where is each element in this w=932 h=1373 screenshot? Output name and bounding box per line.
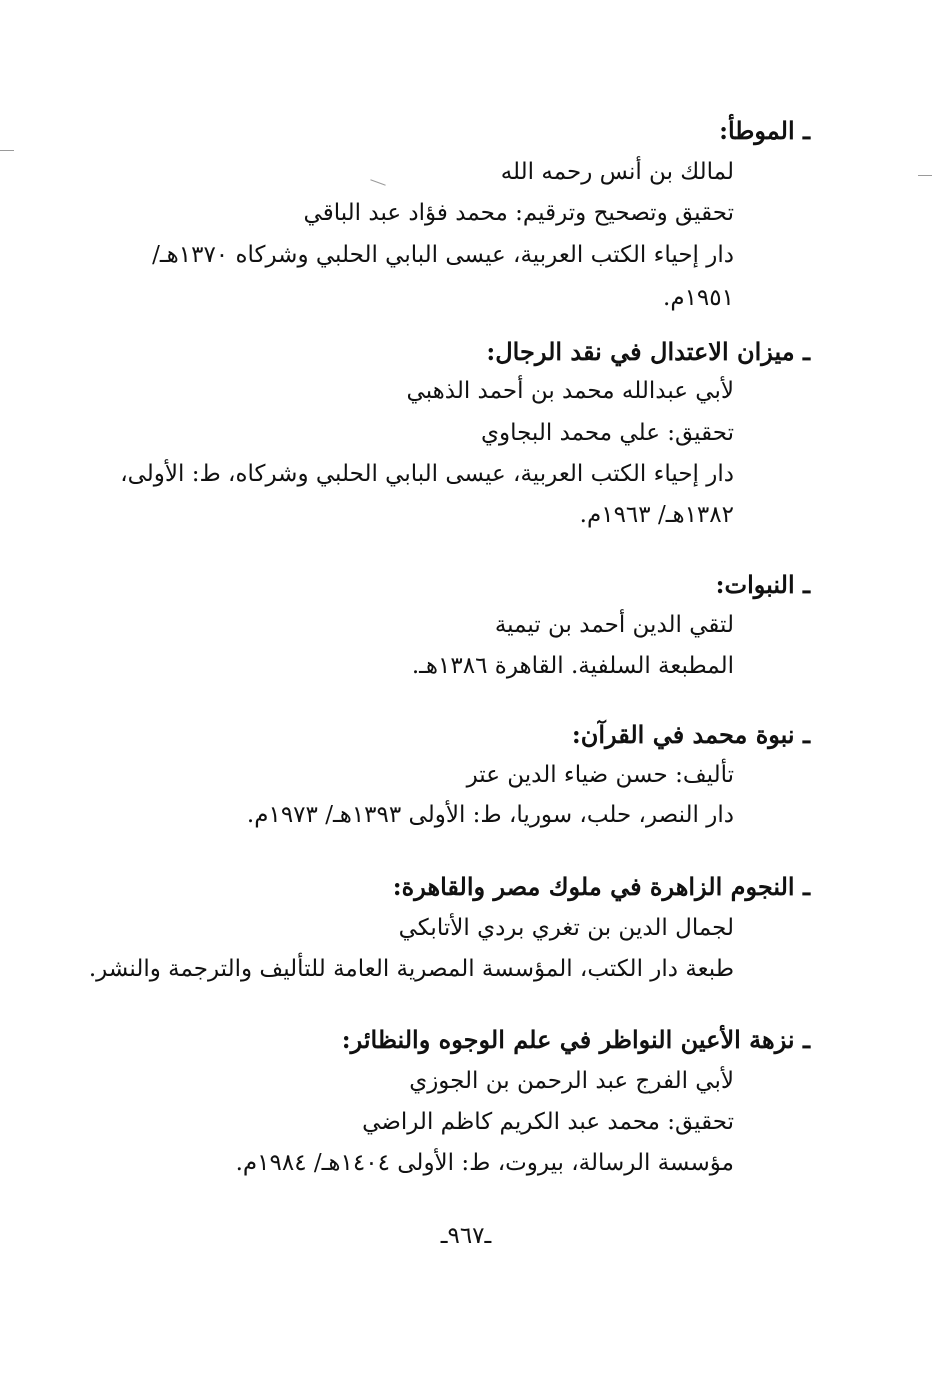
entry-line: دار إحياء الكتب العربية، عيسى البابي الحلبي وشركاه، ط: الأولى، xyxy=(120,461,734,487)
entry-line: لجمال الدين بن تغري بردي الأتابكي xyxy=(398,915,734,941)
entry-title: ـ نزهة الأعين النواظر في علم الوجوه والنظائر: xyxy=(341,1025,810,1054)
entry-line: تأليف: حسن ضياء الدين عتر xyxy=(466,762,734,788)
entry-line: تحقيق: محمد عبد الكريم كاظم الراضي xyxy=(362,1109,734,1135)
entry-line: دار النصر، حلب، سوريا، ط: الأولى ١٣٩٣هـ/ ١٩٧٣م. xyxy=(246,802,734,828)
entry-title: ـ الموطأ: xyxy=(719,116,810,145)
entry-line: مؤسسة الرسالة، بيروت، ط: الأولى ١٤٠٤هـ/ ١٩٨٤م. xyxy=(235,1150,734,1176)
entry-title: ـ النجوم الزاهرة في ملوك مصر والقاهرة: xyxy=(392,872,810,901)
entry-line: لتقي الدين أحمد بن تيمية xyxy=(494,612,734,638)
entry-line: ١٣٨٢هـ/ ١٩٦٣م. xyxy=(579,502,734,528)
scan-mark xyxy=(370,179,385,185)
entry-line: تحقيق: علي محمد البجاوي xyxy=(480,420,734,446)
entry-line: دار إحياء الكتب العربية، عيسى البابي الحلبي وشركاه ١٣٧٠هـ/ xyxy=(152,242,734,268)
entry-title: ـ النبوات: xyxy=(715,570,810,599)
entry-line: لأبي عبدالله محمد بن أحمد الذهبي xyxy=(406,378,734,404)
entry-line: طبعة دار الكتب، المؤسسة المصرية العامة للتأليف والترجمة والنشر. xyxy=(88,956,734,982)
entry-title: ـ نبوة محمد في القرآن: xyxy=(571,720,810,749)
page-number: ـ٩٦٧ـ xyxy=(440,1223,492,1249)
scan-mark xyxy=(918,175,932,176)
entry-title: ـ ميزان الاعتدال في نقد الرجال: xyxy=(486,337,810,366)
entry-line: ١٩٥١م. xyxy=(663,285,734,311)
entry-line: لأبي الفرج عبد الرحمن بن الجوزي xyxy=(409,1068,734,1094)
entry-line: المطبعة السلفية. القاهرة ١٣٨٦هـ. xyxy=(411,653,734,679)
entry-line: تحقيق وتصحيح وترقيم: محمد فؤاد عبد الباقي xyxy=(303,200,734,226)
scan-mark xyxy=(0,150,14,151)
entry-line: لمالك بن أنس رحمه الله xyxy=(500,159,734,185)
